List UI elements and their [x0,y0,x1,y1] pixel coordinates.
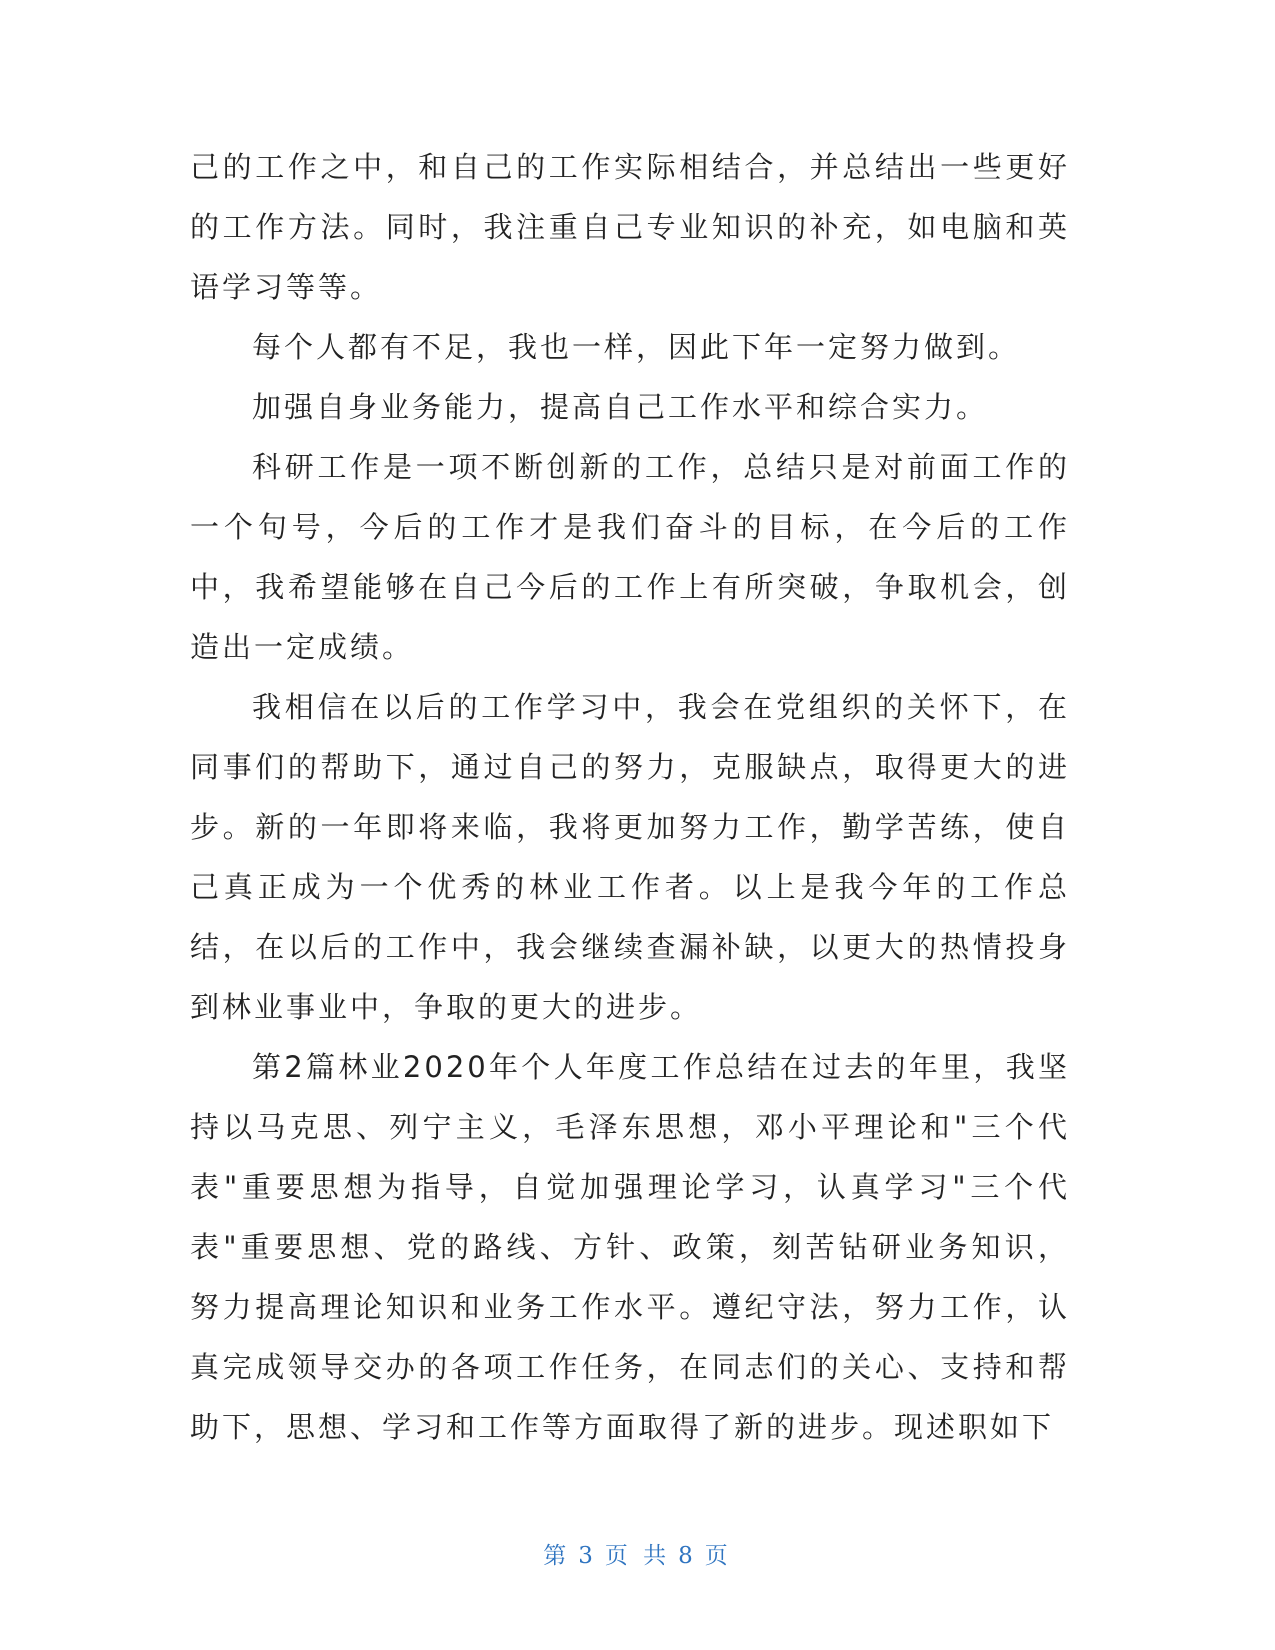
footer-label-page: 第 [543,1543,571,1569]
footer-label-end: 页 [704,1543,732,1569]
paragraph-strengthen-ability: 加强自身业务能力，提高自己工作水平和综合实力。 [252,390,989,424]
paragraph-research-work: 科研工作是一项不断创新的工作，总结只是对前面工作的一个句号，今后的工作才是我们奋斗的目标，在今后的工作中，我希望能够在自己今后的工作上有所突破，争取机会，创造出一定成绩。 [190,450,1070,664]
paragraph-second-article: 第2篇林业2020年个人年度工作总结在过去的年里，我坚持以马克思、列宁主义，毛泽东思想，邓小平理论和"三个代表"重要思想为指导，自觉加强理论学习，认真学习"三个代表"重要思想、党的路线、方针、政策，刻苦钻研业务知识，努力提高理论知识和业务工作水平。遵纪守法，努力工作，认真完成领导交办的各项工作任务，在同志们的关心、支持和帮助下，思想、学习和工作等方面取得了新的进步。现述职如下 [190,1050,1070,1444]
footer-total-pages: 8 [678,1543,697,1569]
footer-label-of: 页 共 [604,1543,671,1569]
page-number-footer [0,1537,1275,1570]
paragraph-future-progress: 我相信在以后的工作学习中，我会在党组织的关怀下，在同事们的帮助下，通过自己的努力，克服缺点，取得更大的进步。新的一年即将来临，我将更加努力工作，勤学苦练，使自己真正成为一个优秀的林业工作者。以上是我今年的工作总结，在以后的工作中，我会继续查漏补缺，以更大的热情投身到林业事业中，争取的更大的进步。 [190,690,1070,1024]
footer-current-page: 3 [578,1543,597,1569]
document-body [190,137,1070,1457]
paragraph-shortcoming: 每个人都有不足，我也一样，因此下年一定努力做到。 [252,330,1021,364]
paragraph-continuation: 己的工作之中，和自己的工作实际相结合，并总结出一些更好的工作方法。同时，我注重自己专业知识的补充，如电脑和英语学习等等。 [190,150,1070,304]
